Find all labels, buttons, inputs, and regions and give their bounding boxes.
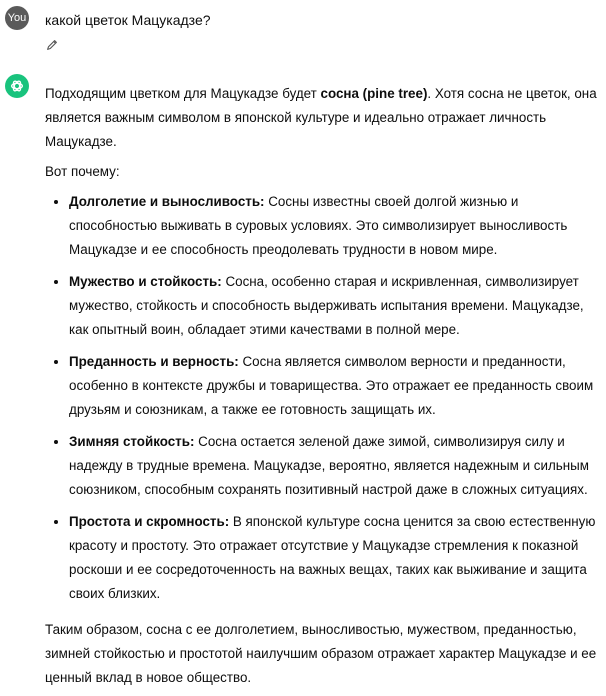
why-label: Вот почему:	[45, 164, 120, 179]
openai-logo-icon	[9, 78, 25, 94]
conclusion-paragraph: Таким образом, сосна с ее долголетием, выносливостью, мужеством, преданностью, зимней стойкостью и простотой наилучшим образом отражает характер Мацукадзе и ее ценный вклад в новое общество.	[45, 622, 597, 685]
list-item: • Преданность и верность: Сосна является символом верности и преданности, особенно в контексте дружбы и товарищества. Это отражает ее преданность своим друзьям и союзникам, а также ее готовность защищать их.	[69, 350, 601, 422]
user-message: какой цветок Мацукадзе?	[45, 12, 211, 28]
list-item: • Простота и скромность: В японской культуре сосна ценится за свою естественную красоту и простоту. Это отражает отсутствие у Мацукадзе стремления к показной роскоши и ее сосредоточенность на важных вещах, таких как выживание и защита своих близких.	[69, 510, 601, 606]
intro-paragraph: Подходящим цветком для Мацукадзе будет сосна (pine tree). Хотя сосна не цветок, она является важным символом в японской культуре и идеально отражает личность Мацукадзе.	[45, 86, 597, 149]
list-item: • Зимняя стойкость: Сосна остается зеленой даже зимой, символизируя силу и надежду в трудные времена. Мацукадзе, вероятно, является надежным и сильным союзником, способным сохранять позитивный настрой даже в сложных ситуациях.	[69, 430, 601, 502]
assistant-avatar	[5, 74, 29, 98]
reasons-list	[45, 190, 601, 606]
list-item: • Мужество и стойкость: Сосна, особенно старая и искривленная, символизирует мужество, стойкость и способность выдерживать испытания времени. Мацукадзе, как опытный воин, обладает этими качествами в полной мере.	[69, 270, 601, 342]
assistant-message	[45, 82, 601, 696]
edit-icon[interactable]	[45, 38, 59, 52]
user-avatar	[5, 6, 29, 30]
list-item: • Долголетие и выносливость: Сосны известны своей долгой жизнью и способностью выживать в суровых условиях. Это символизирует выносливость Мацукадзе и ее способность преодолевать трудности в новом мире.	[69, 190, 601, 262]
user-avatar-label: You	[7, 12, 27, 24]
